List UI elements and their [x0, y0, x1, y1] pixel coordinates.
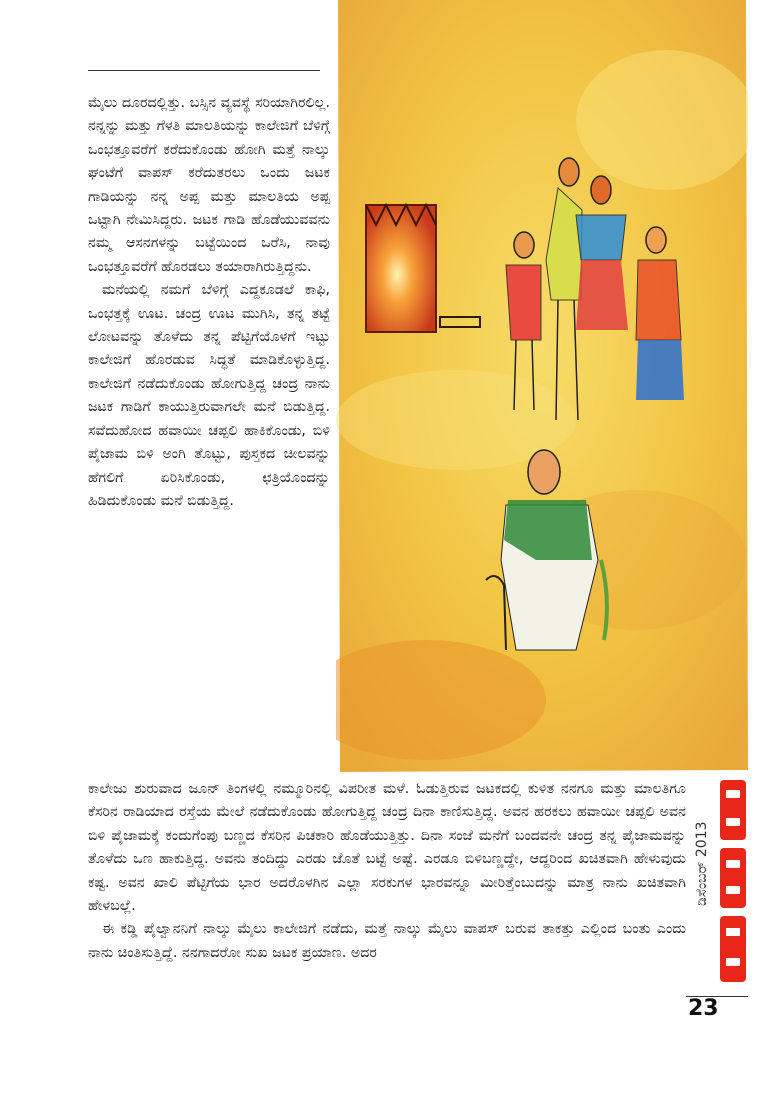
paragraph: ಮನೆಯಲ್ಲಿ ನಮಗೆ ಬೆಳಿಗ್ಗೆ ಎದ್ದಕೂಡಲೆ ಕಾಫಿ, ಒಂಭತ್ತಕ್ಕೆ ಊಟ. ಚಂದ್ರ ಊಟ ಮುಗಿಸಿ, ತನ್ನ ತಟ್ಟೆ ಲೋಟವನ್ನು ತೊಳೆದು ತನ್ನ ಪೆಟ್ಟಿಗೆಯೊಳಗೆ ಇಟ್ಟು ಕಾಲೇಜಿಗೆ ಹೊರಡುವ ಸಿದ್ಧತೆ ಮಾಡಿಕೊಳ್ಳುತ್ತಿದ್ದ. ಕಾಲೇಜಿಗೆ ನಡೆದುಕೊಂಡು ಹೋಗುತ್ತಿದ್ದ ಚಂದ್ರ ನಾನು ಜಟಕ ಗಾಡಿಗೆ ಕಾಯುತ್ತಿರುವಾಗಲೇ ಮನೆ ಬಿಡುತ್ತಿದ್ದ. ಸವೆದುಹೋದ ಹವಾಯೀ ಚಪ್ಪಲಿ ಹಾಕಿಕೊಂಡು, ಬಿಳಿ ಪೈಜಾಮ ಬಿಳಿ ಅಂಗಿ ತೊಟ್ಟು, ಪುಸ್ತಕದ ಚೀಲವನ್ನು ಹೆಗಲಿಗೆ ಏರಿಸಿಕೊಂಡು, ಛತ್ರಿಯೊಂದನ್ನು ಹಿಡಿದುಕೊಂಡು ಮನೆ ಬಿಡುತ್ತಿದ್ದ. [88, 282, 330, 509]
paragraph: ಕಾಲೇಜು ಶುರುವಾದ ಜೂನ್ ತಿಂಗಳಲ್ಲಿ ನಮ್ಮೂರಿನಲ್ಲಿ ವಿಪರೀತ ಮಳೆ. ಓಡುತ್ತಿರುವ ಜಟಕದಲ್ಲಿ ಕುಳಿತ ನನಗೂ ಮತ್ತು ಮಾಲತಿಗೂ ಕೆಸರಿನ ರಾಡಿಯಾದ ರಸ್ತೆಯ ಮೇಲೆ ನಡೆದುಕೊಂಡು ಹೋಗುತ್ತಿದ್ದ ಚಂದ್ರ ದಿನಾ ಕಾಣಿಸುತ್ತಿದ್ದ. ಅವನ ಹರಕಲು ಹವಾಯೀ ಚಪ್ಪಲಿ ಅವನ ಬಿಳಿ ಪೈಜಾಮಕ್ಕೆ ಕಂದುಗೆಂಪು ಬಣ್ಣದ ಕೆಸರಿನ ಪಿಚಕಾರಿ ಹೊಡೆಯುತ್ತಿತ್ತು. ದಿನಾ ಸಂಜೆ ಮನೆಗೆ ಬಂದವನೇ ಚಂದ್ರ ತನ್ನ ಪೈಜಾಮವನ್ನು ತೊಳೆದು ಒಣ ಹಾಕುತ್ತಿದ್ದ. ಅವನು ತಂದಿದ್ದು ಎರಡು ಜೊತೆ ಬಟ್ಟೆ ಅಷ್ಟೆ. ಎರಡೂ ಬಿಳಿಬಣ್ಣದ್ದೇ, ಆದ್ದರಿಂದ ಖಚಿತವಾಗಿ ಹೇಳುವುದು ಕಷ್ಟ. ಅವನ ಖಾಲಿ ಪೆಟ್ಟಿಗೆಯ ಭಾರ ಅದರೊಳಗಿನ ಎಲ್ಲಾ ಸರಕುಗಳ ಭಾರವನ್ನೂ ಮೀರಿತ್ತೆಂಬುದನ್ನು ಮಾತ್ರ ನಾನು ಖಚಿತವಾಗಿ ಹೇಳಬಲ್ಲೆ. [88, 781, 686, 915]
issue-date: ಡಿಸೆಂಬರ್ 2013 [694, 821, 710, 906]
full-width-text [88, 778, 686, 965]
left-column-text [88, 92, 330, 513]
watercolor-illustration [336, 0, 748, 772]
magazine-logo [718, 778, 748, 988]
page-number: 23 [688, 996, 719, 1021]
magazine-sidebar [688, 776, 748, 996]
top-divider [88, 70, 320, 71]
paragraph: ಮೈಲು ದೂರದಲ್ಲಿತ್ತು. ಬಸ್ಸಿನ ವ್ಯವಸ್ಥೆ ಸರಿಯಾಗಿರಲಿಲ್ಲ. ನನ್ನನ್ನು ಮತ್ತು ಗೆಳತಿ ಮಾಲತಿಯನ್ನು ಕಾಲೇಜಿಗೆ ಬೆಳಿಗ್ಗೆ ಒಂಭತ್ತೂವರೆಗೆ ಕರೆದುಕೊಂಡು ಹೋಗಿ ಮತ್ತೆ ನಾಲ್ಕು ಘಂಟೆಗೆ ವಾಪಸ್ ಕರೆದುತರಲು ಒಂದು ಜಟಕ ಗಾಡಿಯನ್ನು ನನ್ನ ಅಪ್ಪ ಮತ್ತು ಮಾಲತಿಯ ಅಪ್ಪ ಒಟ್ಟಾಗಿ ನೇಮಿಸಿದ್ದರು. ಜಟಕ ಗಾಡಿ ಹೊಡೆಯುವವನು ನಮ್ಮ ಆಸನಗಳನ್ನು ಬಟ್ಟೆಯಿಂದ ಒರೆಸಿ, ನಾವು ಒಂಭತ್ತೂವರೆಗೆ ಹೊರಡಲು ತಯಾರಾಗಿರುತ್ತಿದ್ದನು. [88, 95, 330, 275]
paragraph: ಈ ಕಡ್ಡಿ ಪೈಲ್ವಾನನಿಗೆ ನಾಲ್ಕು ಮೈಲು ಕಾಲೇಜಿಗೆ ನಡೆದು, ಮತ್ತೆ ನಾಲ್ಕು ಮೈಲು ವಾಪಸ್ ಬರುವ ತಾಕತ್ತು ಎಲ್ಲಿಂದ ಬಂತು ಎಂದು ನಾನು ಚಿಂತಿಸುತ್ತಿದ್ದೆ. ನನಗಾದರೋ ಸುಖ ಜಟಕ ಪ್ರಯಾಣ. ಅದರ [88, 921, 686, 961]
